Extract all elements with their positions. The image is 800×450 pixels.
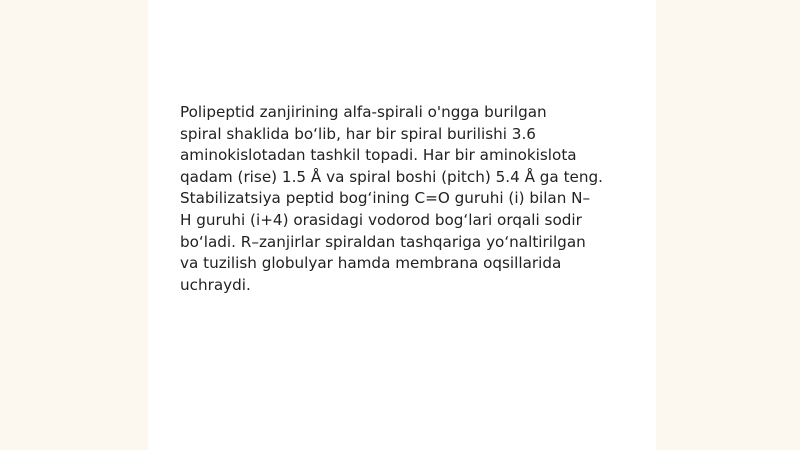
body-paragraph: Polipeptid zanjirining alfa-spirali o'ngga burilgan spiral shaklida bo‘lib, har bir spiral burilishi 3.6 aminokislotadan tashkil topadi. Har bir aminokislota qadam (rise) 1.5 Å va spiral boshi (pitch) 5.4 Å ga teng. Stabilizatsiya peptid bog‘ining C=O guruhi (i) bilan N– H guruhi (i+4) orasidagi vodorod bog‘lari orqali sodir bo‘ladi. R–zanjirlar spiraldan tashqariga yo‘naltirilgan va tuzilish globulyar hamda membrana oqsillarida uchraydi. bbox=[180, 103, 603, 294]
document-page bbox=[148, 0, 656, 450]
